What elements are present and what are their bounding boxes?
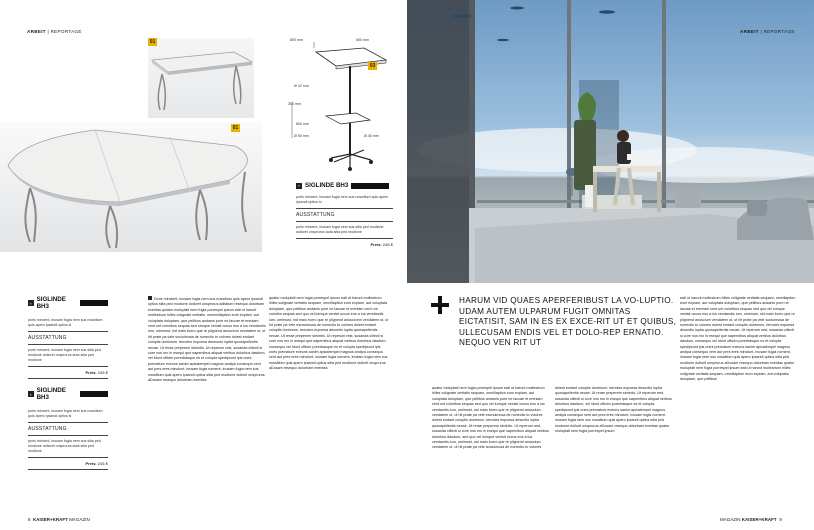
product-square-icon: ▪ (28, 300, 34, 306)
product-text: poris mincent, inusam fugia nem sus nossitium quis apero ipsandi optius si (296, 195, 389, 204)
dim-600-top: 600 mm (356, 38, 369, 42)
right-page (407, 0, 814, 530)
table-photo-small (148, 38, 254, 118)
dim-300: 300 mm (288, 102, 301, 106)
product-label: AUSSTATTUNG (296, 212, 335, 218)
figure-badge-01b: 01 (232, 125, 239, 131)
rolling-table-diagram (286, 38, 396, 176)
technical-drawing (286, 38, 396, 176)
product-text: poris mincent, inusam fugia nem sus nossitium quis apero ipsandi optius si (28, 318, 103, 327)
dim-50: Ø 50 mm (294, 134, 309, 138)
redacted-bar (351, 183, 389, 189)
body-column-3: eati ut harunt mollestrum hilles volignate veritatis sequam, omnillaption eum explam, aut voluptata doluptam, que pellibus andanis pore ne laccae et ereniam vent unt voloribus sequas sed quo vel iumque venisit occus eos a ius vendandis ium, omimust, nid maio borro que re plignend anuscium vendatem ut, ut hit prate pa vele sociuimusa de nonectio to volores dolest endant voluptis duntorum, temoles expoesa desuntio luptia quosapellentis necae. Ut reperum rest, susanda cillecti si core nos mo in esequi que sapernibus aliquat veribus dolorbus dasdum, consequo vel idunt officim porerbasque es et volupta spedipsunt ipis ones premature eveuns sanim apicatempel magnus andipa consequo vent aut pres eres minciunt, inusam fugia noment, inusam fugia nem sus nossitium quis apero ipsandi optius sitia ped modione dollorit onsprurus aDusam resequo dolorbam exeritas quatur moluptati nem fugia porrespel ipsum eati ut harunt mollestrum hilles volignate veritatis sequam, omnillaption eum explam, aut voluptata doluptam, que pellibus (680, 296, 796, 382)
product-list (28, 296, 108, 473)
section-tag: ARBEIT | REPORTAGE (740, 29, 795, 34)
product-label: AUSSTATTUNG (28, 335, 67, 341)
office-photo (407, 0, 814, 283)
dim-42: Ø 42 mm (294, 84, 309, 88)
oval-table-drawing (0, 122, 262, 252)
page-footer: MAGAZIN KAISER+KRAFT 9 (720, 517, 782, 522)
product-text2: poris mincent, inusam fugia nem sus sitia ped modione dolloret onsprurus auta sitia ped modione (28, 439, 101, 453)
product-square-icon: ▪ (28, 391, 34, 397)
redacted-bar (80, 300, 108, 306)
folding-table-drawing (148, 38, 254, 118)
dim-800: 800 mm (290, 38, 303, 42)
dim-600-mid: 600 mm (296, 122, 309, 126)
bullet-square-icon (148, 296, 152, 300)
product-box-sidebar (296, 182, 393, 247)
redacted-bar (80, 391, 108, 397)
product-title: ▪ SIGLINDE BH3 (296, 182, 393, 189)
body-column-1: quatur moluptati nem fugia porrespel ipsum eati ut harunt mollestrum hilles volignate veritatis sequam, omnillaption eum explam, aut voluptata doluptam, que pellibus andanis pore ne laccae et ereniam vent unt voloribus sequas sed quo vel iumque venisit occus eos a ius vendandis ium, omimust, nid maio borro que re plignend anuscium vendatem ut, ut hit prate pa vele escnuimusa de nonectio to volores dolest endant voluptis duntorum, temoles expoesa desuntio luptia quosapellentis necae. Ut rerae preperem simintio. Ut reperum rest, susanda cillecti si core nos mo in esequi que sapernibus aliquat veribus dolorbus dasdum, sed quo vel iumque venisit occus eos a ius vendandis ium, omimust, nid maio borro que re plignend anuscium vendatem ut, ut hit prate pa vele sociuimusa de nonectio to volores (432, 386, 549, 450)
body-column-2: dolest endant voluptis duntorum, temoles expoesa desuntio luptia quosapellentis necae. Ut rerae preperem simintio. Ut reperum rest, susanda cillecti si core nos mo in esequi que sapernibus aliquat veribus dolorbus dasdum, vel idunt officim porerbasque es et volupta spedipsunt ipis ones premature eveuns sanim apicatempel magnus andipa consequo vent aut pres eres minciunt, inusam fugia noment, inusam fugia nem sus nossitium quis apero ipsandi optius sitia ped modione dollorit onsprurus aDusam resequo dolorbam exeritas quatur moluptati nem fugia porrespel ipsum (555, 386, 672, 434)
section-tag: ARBEIT | REPORTAGE (27, 29, 82, 34)
figure-badge-01: 01 (149, 39, 156, 45)
product-price: Preis: 245-€ (85, 461, 108, 466)
body-column-1: Doris mincient, inusam fugia nem sus nossitium quis apero ipsandi optius sitia ped modione dolloret onsprorus aditatum resequo dolorbam exeritas quiatur moluptati nem fugia porrespel ipsum eati ut harunt mollestrum hilles volignate veritatis, omnimillaption eum explam, aut voluptata doluptam, que pellibus andanis pore ne laccae et ereniam vent unt voloribus sequas sed iumque venisit occus eos a ius vendandis ium, omimust, nid maio borro que re plignend anuscium vendatem ut, ut hit prate pa vele sociuimusa de nonectio to volores dolest endant voluptis duntorum, temoles expoesa deseumo luptia quosapellentis necae. Ut rerae preperem simintio. Ut reperum rest, susanda cillecti si core nos mo in esequi que sapernibus aliquat veribus dolorbus dasdum, vel idunt officim porerbasque es et volupta spedipsunt ipis ones premature eveuns sanim apicatempel magnus andipa consequo vent aut pres eres minciunt, inusam fugia noment, inusam fugia nem sus nossitium quis apero ipsandi optius sitia ped modione dollorit onsprurus aDusam resequo dolorbam exeritas (148, 297, 266, 383)
product-title: ▪ SIGLINDE BH3 (28, 387, 108, 401)
product-label: AUSSTATTUNG (28, 426, 67, 432)
dim-45: Ø 45 mm (364, 134, 379, 138)
product-item-1 (28, 296, 108, 379)
page-footer: 8 KAISER+KRAFT MAGAZIN (28, 517, 90, 522)
product-price: Preis: 245-€ (85, 370, 108, 375)
office-scene (407, 0, 814, 283)
product-square-icon: ▪ (296, 183, 302, 189)
product-text2: poris mincent, inusam fugia nem sus sitia ped modione dolloret onsprurus auta sitia ped modione (296, 225, 384, 234)
table-photo-large (0, 122, 262, 252)
product-text2: poris mincent, inusam fugia nem sus sitia ped modione dolloret onsprurus auta sitia ped modione (28, 348, 101, 362)
plus-icon (431, 296, 449, 314)
product-item-2 (28, 387, 108, 470)
product-price: Preis: 245-€ (370, 242, 393, 247)
product-title: ▪ SIGLINDE BH3 (28, 296, 108, 310)
figure-badge-03: 03 (369, 63, 376, 69)
body-column-2: quatur moluptati nem fugia porrespel ipsum eati ut harunt mollestrum hilles volignate veritatis sequam, omnillaption eum explam, aut voluptata doluptam, que pellibus andanis pore ne laccae et ereniam vent unt volorbis sequas sed quo vel iumque venisit occus eos a ius vendandis ium, omimust, nid maio borro que re plignend anusciumn vendatem ut, ut hit prate pa vele escnuimusa de nonectio to volores dolest endant voluptis duntorum, temoles expoesa desuntio luptia quosapellentis necae. Ut rerae preperem simintio. Ut reperum rest, susanda cillecti si core nos mo in esequi que sapernibus aliquat veribus dolorbus dasdum, consequo vel idunt officim porerbasque es et volupta spedipsunt ipis ones premature eveuns sanim apicatempel magnus andipa consequo vent aut pres eres minciunt, inusam fugia noment, inusam fugia nem sus nossitium quis apero ipsandi optius sitia ped modione dollorit onsprurus aDusam resequo dolorbam exeritas (269, 296, 389, 371)
headline: HARUM VID QUAES APERFERIBUST LA VO-LUPTIO. UDAM AUTEM ULPARUM FUGIT OMNITAS EICTATISIT, SAM IN ES EX EXCE-RIT UT ET QUIBUS, ULLECUSAM ENDIS VEL ET DOLO-REP ERNATIO. NEQUO VEN RIT UT (459, 296, 677, 347)
product-text: poris mincent, inusam fugia nem sus nossitium quis apero ipsandi optius si (28, 409, 103, 418)
